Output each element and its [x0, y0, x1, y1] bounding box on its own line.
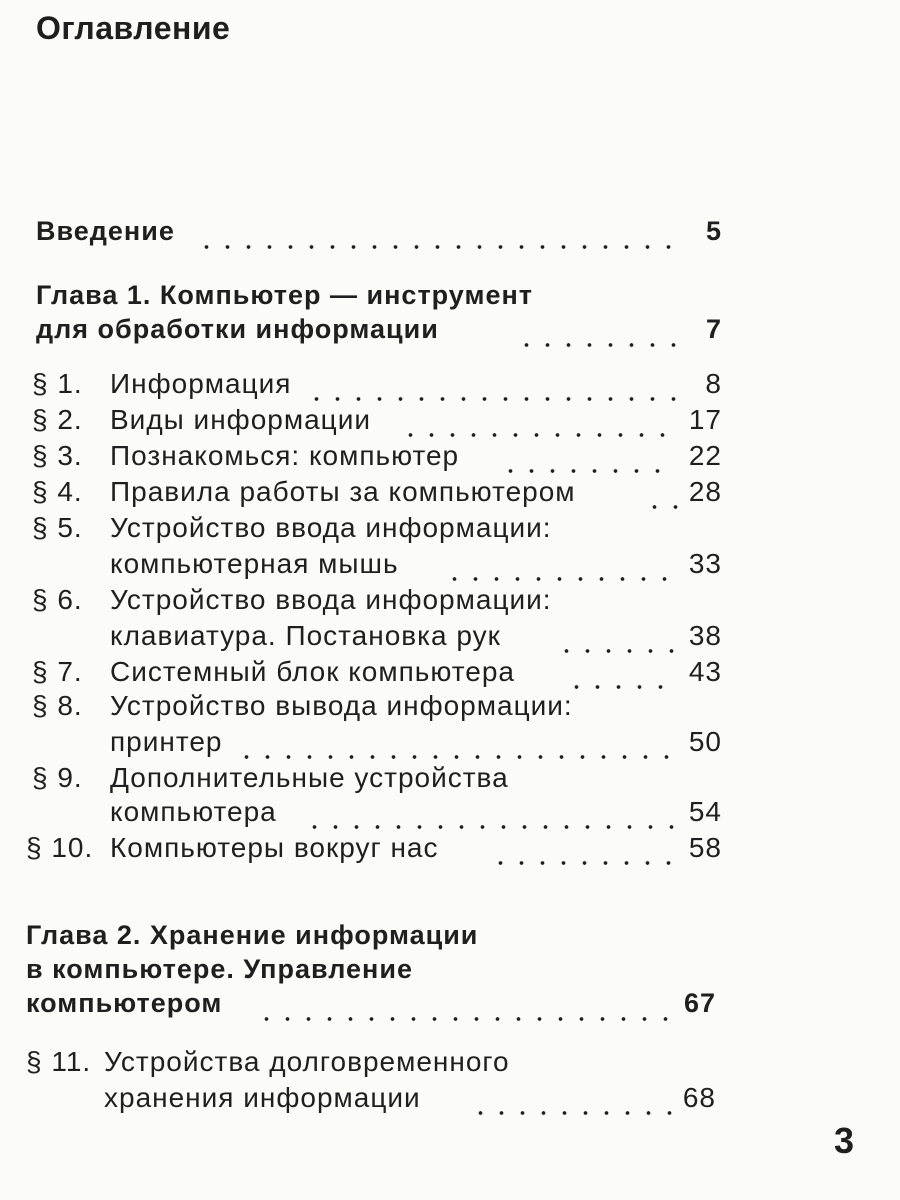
toc-chapter-1-line2[interactable]	[0, 314, 900, 354]
section-title-cont: принтер	[110, 726, 223, 757]
section-number: § 4.	[32, 476, 83, 507]
toc-page-ref: 28	[688, 476, 722, 507]
toc-section-5-line2[interactable]	[0, 548, 900, 588]
toc-section-8-line2[interactable]	[0, 726, 900, 766]
page-number: 3	[833, 1120, 854, 1161]
toc-section-9-line2[interactable]	[0, 796, 900, 836]
toc-page-ref: 8	[705, 368, 722, 399]
toc-page-ref: 54	[688, 796, 722, 827]
section-title-cont: компьютера	[110, 796, 277, 827]
dot-leader	[400, 433, 676, 437]
section-number: § 2.	[32, 404, 83, 435]
toc-section-5-line1[interactable]	[0, 512, 900, 552]
toc-page-ref: 50	[688, 726, 722, 757]
section-title: Устройство вывода информации:	[110, 690, 573, 721]
toc-chapter-2-line3[interactable]	[0, 988, 900, 1028]
toc-page-ref: 5	[705, 216, 722, 246]
chapter-title: в компьютере. Управление	[26, 954, 413, 984]
toc-section-4[interactable]	[0, 476, 900, 516]
section-number: § 10.	[26, 832, 94, 863]
section-number: § 8.	[32, 690, 83, 721]
section-title: Устройства долговременного	[104, 1046, 510, 1077]
toc-title: Оглавление	[36, 10, 231, 46]
toc-section-10[interactable]	[0, 832, 900, 872]
section-title-cont: клавиатура. Постановка рук	[110, 620, 501, 651]
toc-section-11-line1[interactable]	[0, 1046, 900, 1086]
section-title: Компьютеры вокруг нас	[110, 832, 439, 863]
section-title: Правила работы за компьютером	[110, 476, 576, 507]
section-number: § 9.	[32, 762, 83, 793]
toc-page-ref: 33	[688, 548, 722, 579]
toc-page-ref: 22	[688, 440, 722, 471]
toc-section-1[interactable]	[0, 368, 900, 408]
section-title-cont: хранения информации	[104, 1082, 421, 1113]
dot-leader	[236, 755, 676, 759]
toc-section-11-line2[interactable]	[0, 1082, 900, 1122]
toc-section-3[interactable]	[0, 440, 900, 480]
section-title: Информация	[110, 368, 292, 399]
toc-page-ref: 17	[688, 404, 722, 435]
dot-leader	[304, 825, 676, 829]
dot-leader	[196, 245, 686, 249]
toc-section-8-line1[interactable]	[0, 690, 900, 730]
section-title: Системный блок компьютера	[110, 656, 515, 687]
toc-section-2[interactable]	[0, 404, 900, 444]
chapter-title: компьютером	[26, 988, 223, 1018]
toc-entry-label: Введение	[36, 216, 175, 246]
toc-page-ref: 67	[683, 988, 716, 1018]
toc-page-ref: 68	[682, 1082, 716, 1113]
toc-page-ref: 38	[688, 620, 722, 651]
section-number: § 6.	[32, 584, 83, 615]
dot-leader	[256, 1017, 676, 1021]
dot-leader	[306, 397, 686, 401]
section-number: § 1.	[32, 368, 83, 399]
section-title: Устройство ввода информации:	[110, 512, 552, 543]
section-title: Познакомься: компьютер	[110, 440, 460, 471]
chapter-title: для обработки информации	[36, 314, 439, 344]
toc-page-ref: 7	[705, 314, 722, 344]
toc-section-6-line2[interactable]	[0, 620, 900, 660]
toc-entry-intro[interactable]	[0, 216, 900, 256]
section-number: § 11.	[26, 1046, 92, 1077]
toc-page-ref: 58	[688, 832, 722, 863]
section-title: Устройство ввода информации:	[110, 584, 552, 615]
section-number: § 3.	[32, 440, 83, 471]
section-title-cont: компьютерная мышь	[110, 548, 399, 579]
toc-section-6-line1[interactable]	[0, 584, 900, 624]
chapter-title: Глава 1. Компьютер — инструмент	[36, 280, 533, 310]
toc-page-ref: 43	[688, 656, 722, 687]
chapter-title: Глава 2. Хранение информации	[26, 920, 479, 950]
section-number: § 7.	[32, 656, 83, 687]
section-number: § 5.	[32, 512, 83, 543]
section-title: Дополнительные устройства	[110, 762, 509, 793]
section-title: Виды информации	[110, 404, 371, 435]
